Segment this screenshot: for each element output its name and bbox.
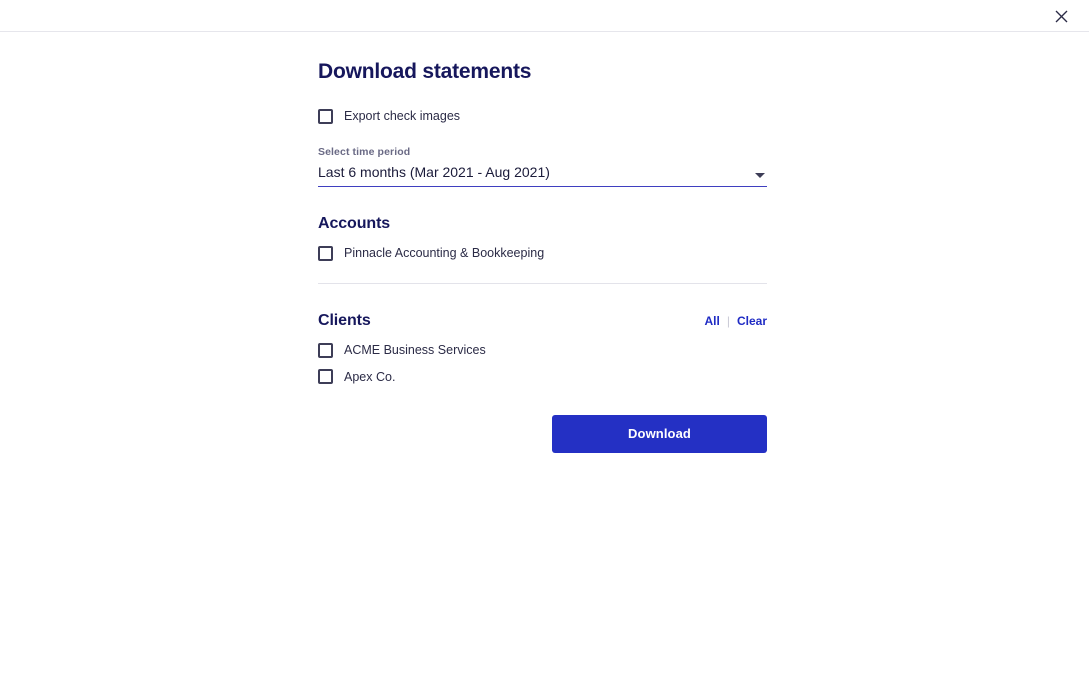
client-row[interactable] — [318, 369, 767, 385]
time-period-value: Last 6 months (Mar 2021 - Aug 2021) — [318, 164, 550, 181]
section-divider — [318, 283, 767, 284]
close-icon[interactable] — [1051, 6, 1071, 26]
time-period-select[interactable] — [318, 146, 767, 187]
chevron-down-icon[interactable] — [755, 173, 765, 178]
select-all-link[interactable]: All — [704, 314, 720, 329]
client-row[interactable] — [318, 342, 767, 358]
time-period-label: Select time period — [318, 146, 411, 159]
download-actions — [318, 415, 767, 453]
account-checkbox[interactable] — [318, 246, 333, 261]
clear-link[interactable]: Clear — [736, 314, 767, 329]
clients-title: Clients — [318, 312, 371, 330]
page-title: Download statements — [318, 60, 532, 83]
accounts-title: Accounts — [318, 215, 391, 233]
download-button[interactable]: Download — [552, 415, 767, 453]
clients-header — [318, 312, 767, 330]
client-checkbox[interactable] — [318, 369, 333, 384]
download-statements-dialog — [318, 60, 767, 453]
actions-separator: | — [726, 314, 730, 329]
client-label: Apex Co. — [344, 369, 396, 384]
account-label: Pinnacle Accounting & Bookkeeping — [344, 246, 545, 261]
export-check-images-label: Export check images — [344, 109, 461, 123]
account-row[interactable] — [318, 245, 767, 261]
clients-section — [318, 312, 767, 385]
client-label: ACME Business Services — [344, 343, 486, 358]
accounts-section — [318, 215, 767, 261]
export-check-images-checkbox[interactable] — [318, 109, 333, 124]
client-checkbox[interactable] — [318, 343, 333, 358]
export-check-images-row[interactable] — [318, 108, 767, 124]
clients-selection-actions — [705, 314, 768, 328]
accounts-header — [318, 215, 767, 233]
title-bar — [0, 0, 1089, 32]
